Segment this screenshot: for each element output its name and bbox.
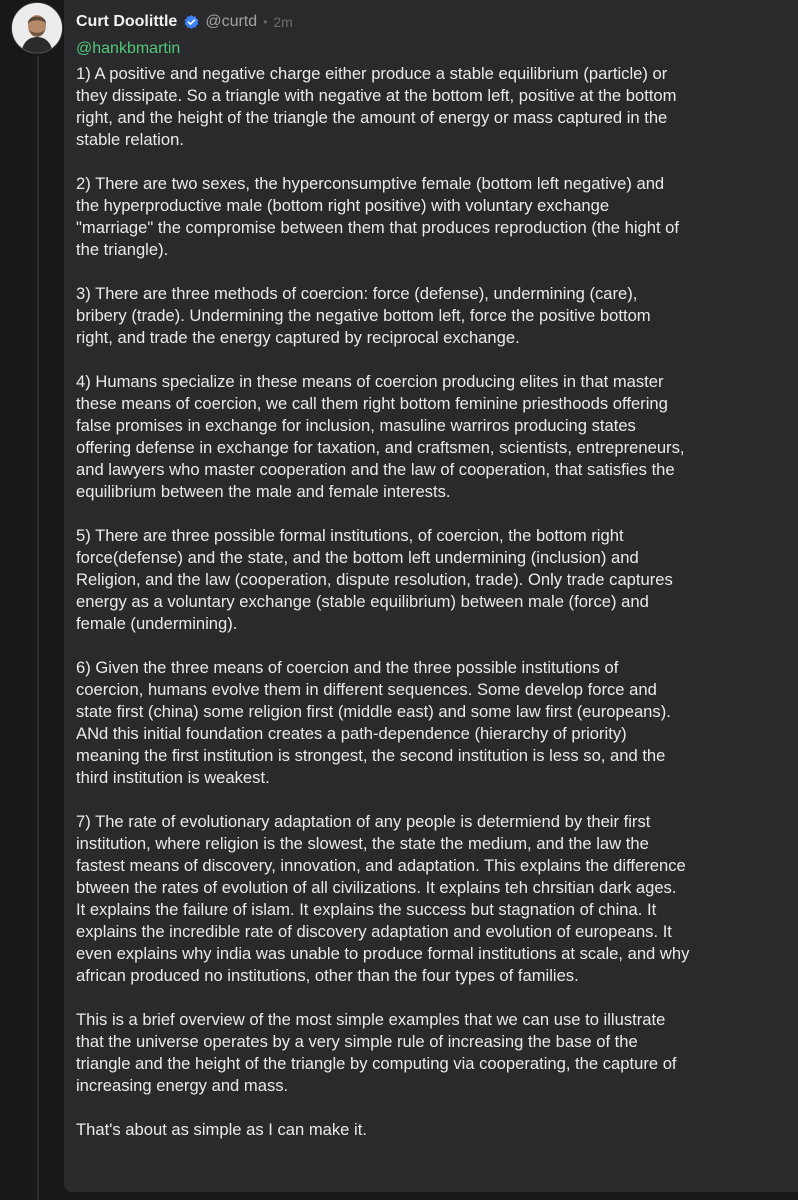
paragraph-2: 2) There are two sexes, the hyperconsumptive female (bottom left negative) and the hyperproductive male (bottom right positive) with voluntary exchange "marriage" the compromise between them that produces reproduction (the hight of the triangle). [76, 174, 680, 259]
thread-line [37, 56, 39, 1200]
paragraph-5: 5) There are three possible formal institutions, of coercion, the bottom right force(defense) and the state, and the bottom left undermining (inclusion) and Religion, and the law (cooperation, dispute resolution, trade). Only trade captures energy as a voluntary exchange (stable equilibrium) between male (force) and female (undermining). [76, 526, 673, 633]
verified-badge-icon [183, 14, 200, 31]
paragraph-7: 7) The rate of evolutionary adaptation of any people is determiend by their first institution, where religion is the slowest, the state the medium, and the law the fastest means of discovery, innovation, and adaptation. This explains the difference btween the rates of evolution of all civilizations. It explains teh chrsitian dark ages. It explains the failure of islam. It explains the success but stagnation of china. It explains the incredible rate of discovery adaptation and evolution of europeans. It even explains why india was unable to produce formal institutions at scale, and why african produced no institutions, other than the four types of families. [76, 812, 690, 985]
post-header [76, 11, 293, 33]
avatar-portrait-icon [12, 3, 62, 53]
paragraph-3: 3) There are three methods of coercion: force (defense), undermining (care), bribery (trade). Undermining the negative bottom left, force the positive bottom right, and trade the energy captured by reciprocal exchange. [76, 284, 651, 347]
separator-dot: • [263, 15, 268, 29]
author-handle[interactable]: @curtd [205, 13, 258, 30]
mention-link[interactable]: @hankbmartin [76, 40, 181, 57]
author-name[interactable]: Curt Doolittle [76, 13, 178, 30]
paragraph-6: 6) Given the three means of coercion and the three possible institutions of coercion, humans evolve them in different sequences. Some develop force and state first (china) some religion first (middle east) and some law first (europeans). ANd this initial foundation creates a path-dependence (hierarchy of priority) meaning the first institution is strongest, the second institution is less so, and the third institution is weakest. [76, 658, 671, 787]
paragraph-4: 4) Humans specialize in these means of coercion producing elites in that master these means of coercion, we call them right bottom feminine priesthoods offering false promises in exchange for inclusion, masuline warriros producing states offering defense in exchange for taxation, and craftsmen, scientists, entrepreneurs, and lawyers who master cooperation and the law of cooperation, that satisfies the equilibrium between the male and female interests. [76, 372, 685, 501]
paragraph-summary: This is a brief overview of the most simple examples that we can use to illustrate that the universe operates by a very simple rule of increasing the base of the triangle and the height of the triangle by computing via cooperating, the capture of increasing energy and mass. [76, 1010, 677, 1095]
paragraph-closing: That's about as simple as I can make it. [76, 1120, 367, 1139]
post-body [76, 63, 792, 1163]
paragraph-1: 1) A positive and negative charge either produce a stable equilibrium (particle) or they dissipate. So a triangle with negative at the bottom left, positive at the bottom right, and the height of the triangle the amount of energy or mass captured in the stable relation. [76, 64, 677, 149]
post-timestamp[interactable]: 2m [273, 14, 293, 30]
avatar[interactable] [12, 3, 62, 53]
